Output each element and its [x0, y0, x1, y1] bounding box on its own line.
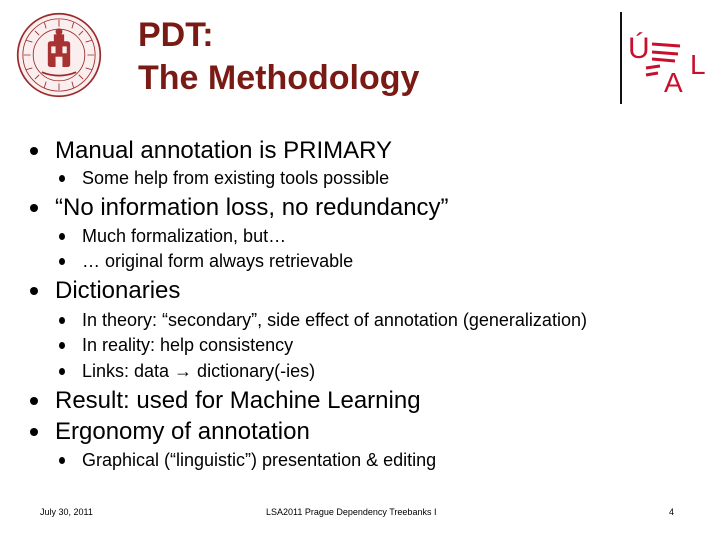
sub-bullet-item: [82, 167, 389, 189]
sub-bullet-item: [82, 250, 353, 272]
sub-bullet-item: [82, 360, 315, 382]
bullet-dot: [59, 233, 65, 240]
bullet-item: [55, 194, 449, 222]
slide-title-line-1: PDT:: [138, 16, 214, 54]
svg-text:A: A: [664, 67, 683, 98]
bullet-text: “No information loss, no redundancy”: [55, 194, 449, 221]
slide-title-line-2: The Methodology: [138, 59, 420, 97]
bullet-dot: [30, 397, 38, 405]
bullet-text: Some help from existing tools possible: [82, 168, 390, 188]
footer-date: July 30, 2011: [40, 507, 93, 517]
bullet-text: In reality: help consistency: [82, 335, 294, 355]
bullet-dot: [59, 175, 65, 182]
bullet-dot: [30, 147, 38, 155]
bullet-item: [55, 418, 310, 446]
bullet-text: Links: data → dictionary(-ies): [82, 361, 316, 381]
bullet-dot: [30, 287, 38, 295]
bullet-item: [55, 277, 180, 305]
sub-bullet-item: [82, 334, 293, 356]
bullet-dot: [30, 204, 38, 212]
footer-title: LSA2011 Prague Dependency Treebanks I: [266, 507, 437, 517]
bullet-text: Dictionaries: [55, 277, 181, 304]
bullet-dot: [59, 258, 65, 265]
bullet-text: Manual annotation is PRIMARY: [55, 137, 393, 164]
footer-page-number: 4: [669, 507, 675, 517]
bullet-dot: [59, 368, 65, 375]
sub-bullet-item: [82, 225, 286, 247]
bullet-text: Graphical (“linguistic”) presentation & editing: [82, 450, 437, 470]
bullet-text: Much formalization, but…: [82, 226, 287, 246]
bullet-dot: [30, 428, 38, 436]
bullet-dot: [59, 317, 65, 324]
bullet-text: In theory: “secondary”, side effect of annotation (generalization): [82, 310, 587, 330]
svg-text:L: L: [690, 49, 706, 80]
bullet-text: … original form always retrievable: [82, 251, 354, 271]
svg-text:Ú: Ú: [628, 32, 650, 65]
sub-bullet-item: [82, 309, 587, 331]
bullet-dot: [59, 342, 65, 349]
bullet-text: Ergonomy of annotation: [55, 418, 310, 445]
bullet-item: [55, 137, 392, 165]
bullet-item: [55, 387, 421, 415]
bullet-text: Result: used for Machine Learning: [55, 387, 421, 414]
bullet-dot: [59, 457, 65, 464]
sub-bullet-item: [82, 449, 436, 471]
